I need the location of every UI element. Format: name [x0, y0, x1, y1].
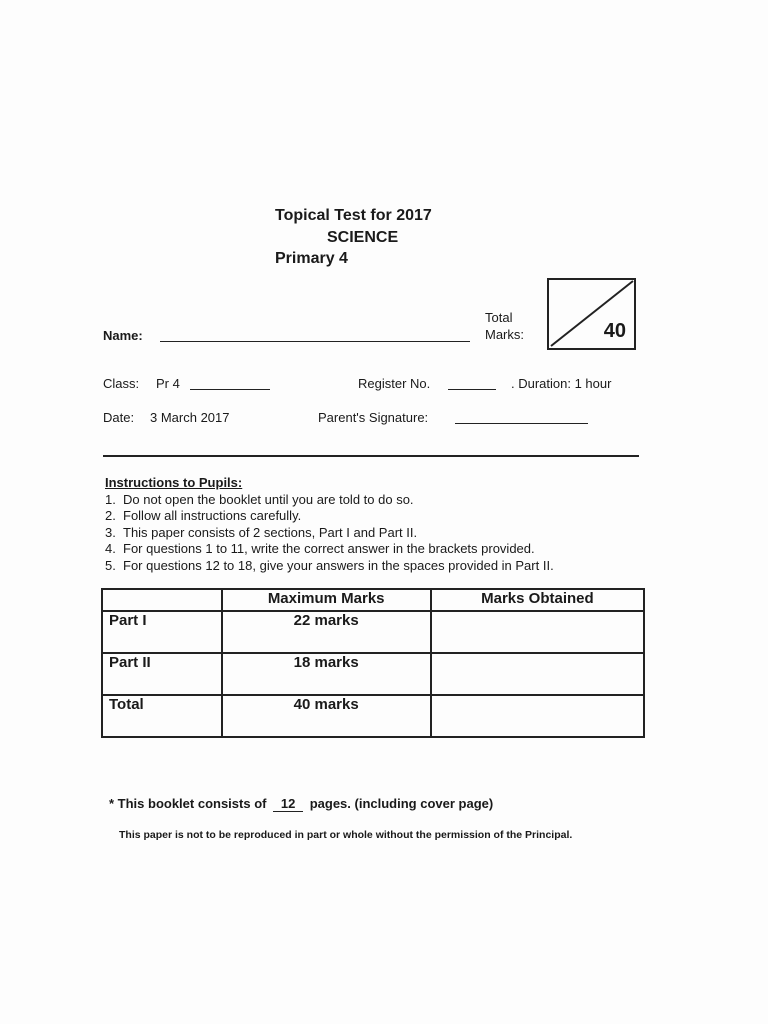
class-value: Pr 4	[156, 376, 180, 391]
max-marks-cell: 22 marks	[222, 611, 431, 653]
booklet-note-suffix: pages. (including cover page)	[309, 796, 494, 811]
section-divider	[103, 455, 639, 457]
date-label: Date:	[103, 410, 135, 425]
instruction-number: 2.	[105, 508, 116, 523]
page-count: 12	[273, 796, 303, 812]
instruction-number: 1.	[105, 491, 116, 507]
total-marks-box	[547, 278, 636, 350]
part-cell: Total	[102, 695, 222, 737]
table-row	[102, 695, 644, 737]
duration: . Duration: 1 hour	[511, 376, 612, 391]
table-header: Maximum Marks	[222, 589, 431, 611]
instruction-text: Do not open the booklet until you are told to do so.	[123, 491, 414, 507]
instruction-text: Follow all instructions carefully.	[123, 508, 302, 523]
instruction-number: 5.	[105, 557, 116, 573]
table-header-row	[102, 589, 644, 611]
instruction-item	[105, 492, 554, 509]
name-label: Name:	[103, 328, 143, 343]
date-value: 3 March 2017	[150, 410, 230, 425]
table-header	[102, 589, 222, 611]
obtained-marks-cell[interactable]	[431, 695, 644, 737]
instructions	[105, 475, 554, 574]
table-row	[102, 653, 644, 695]
name-field[interactable]	[160, 341, 470, 342]
instruction-number: 4.	[105, 541, 116, 556]
total-marks-value: 40	[603, 320, 626, 342]
instruction-item	[105, 508, 554, 525]
instruction-text: This paper consists of 2 sections, Part I and Part II.	[123, 524, 418, 540]
obtained-marks-cell[interactable]	[431, 611, 644, 653]
class-field[interactable]	[190, 389, 270, 390]
register-label: Register No.	[358, 376, 431, 391]
register-field[interactable]	[448, 389, 496, 390]
level-title: Primary 4	[275, 250, 348, 267]
signature-label: Parent's Signature:	[318, 410, 429, 425]
instruction-item	[105, 541, 554, 558]
test-title: Topical Test for 2017	[275, 207, 432, 224]
total-marks-label-line2: Marks:	[485, 327, 524, 342]
instruction-number: 3.	[105, 524, 116, 540]
marks-table	[101, 588, 645, 738]
instructions-heading: Instructions to Pupils:	[105, 475, 243, 490]
instruction-text: For questions 12 to 18, give your answers in the spaces provided in Part II.	[123, 557, 554, 573]
table-header: Marks Obtained	[431, 589, 644, 611]
obtained-marks-cell[interactable]	[431, 653, 644, 695]
booklet-note-prefix: * This booklet consists of	[109, 796, 267, 811]
instruction-item	[105, 558, 554, 575]
instruction-item	[105, 525, 554, 542]
reproduction-notice: This paper is not to be reproduced in part or whole without the permission of the Principal.	[119, 829, 573, 841]
table-row	[102, 611, 644, 653]
part-cell: Part I	[102, 611, 222, 653]
instructions-list	[105, 492, 554, 575]
subject-title: SCIENCE	[327, 229, 399, 246]
max-marks-cell: 18 marks	[222, 653, 431, 695]
max-marks-cell: 40 marks	[222, 695, 431, 737]
total-marks-label-line1: Total	[485, 310, 513, 325]
booklet-note	[109, 796, 493, 812]
part-cell: Part II	[102, 653, 222, 695]
instruction-text: For questions 1 to 11, write the correct answer in the brackets provided.	[123, 541, 535, 556]
class-label: Class:	[103, 376, 140, 391]
signature-field[interactable]	[455, 423, 588, 424]
